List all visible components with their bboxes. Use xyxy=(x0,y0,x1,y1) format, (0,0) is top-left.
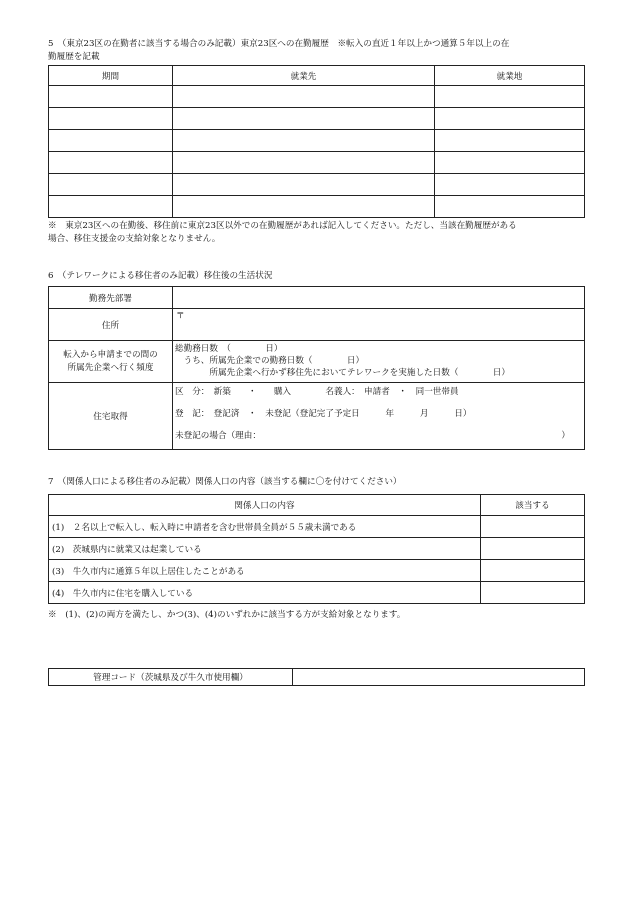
table-row xyxy=(49,196,585,218)
employer-cell[interactable] xyxy=(173,108,435,130)
unregistered-reason: 未登記の場合（理由： xyxy=(175,431,261,441)
employer-label: 勤務先部署 xyxy=(49,287,173,309)
column-header-period: 期間 xyxy=(49,66,173,86)
address-row xyxy=(49,309,585,341)
relation-item-2: (2) 茨城県内に就業又は起業している xyxy=(49,538,481,560)
housing-field[interactable] xyxy=(173,383,585,450)
table-row xyxy=(49,108,585,130)
address-label: 住所 xyxy=(49,309,173,341)
employer-cell[interactable] xyxy=(173,130,435,152)
period-cell[interactable] xyxy=(49,108,173,130)
employer-cell[interactable] xyxy=(173,152,435,174)
employer-field[interactable] xyxy=(173,287,585,309)
employer-row xyxy=(49,287,585,309)
work-history-header-row xyxy=(49,66,585,86)
location-cell[interactable] xyxy=(435,196,585,218)
period-cell[interactable] xyxy=(49,86,173,108)
relation-item-4: (4) 牛久市内に住宅を購入している xyxy=(49,582,481,604)
section5-heading-line2: 勤履歴を記載 xyxy=(48,52,100,62)
housing-registration: 登 記： 登記済 ・ 未登記（登記完了予定日 年 月 日） xyxy=(175,409,472,419)
period-cell[interactable] xyxy=(49,152,173,174)
applicable-check-2[interactable] xyxy=(481,538,585,560)
table-row xyxy=(49,516,585,538)
frequency-label-line1: 転入から申請までの間の xyxy=(63,349,158,360)
table-row xyxy=(49,560,585,582)
location-cell[interactable] xyxy=(435,86,585,108)
management-row xyxy=(49,669,585,686)
housing-row xyxy=(49,383,585,450)
section5-heading-line1: 5 （東京23区の在勤者に該当する場合のみ記載）東京23区への在勤履歴 ※転入の直近１年以上かつ通算５年以上の在 xyxy=(48,39,510,49)
management-code-field[interactable] xyxy=(293,669,585,686)
table-row xyxy=(49,152,585,174)
period-cell[interactable] xyxy=(49,130,173,152)
period-cell[interactable] xyxy=(49,174,173,196)
table-row xyxy=(49,130,585,152)
section5-note-line1: ※ 東京23区への在勤後、移住前に東京23区以外での在勤履歴があれば記入してください。ただし、当該在勤履歴がある xyxy=(48,221,517,231)
column-header-employer: 就業先 xyxy=(173,66,435,86)
relation-item-1: (1) ２名以上で転入し、転入時に申請者を含む世帯員全員が５５歳未満である xyxy=(49,516,481,538)
column-header-location: 就業地 xyxy=(435,66,585,86)
applicable-check-4[interactable] xyxy=(481,582,585,604)
employer-cell[interactable] xyxy=(173,196,435,218)
office-work-days: うち、所属先企業での勤務日数（ 日） xyxy=(175,356,365,366)
housing-label: 住宅取得 xyxy=(49,383,173,450)
management-code-label: 管理コード（茨城県及び牛久市使用欄） xyxy=(49,669,293,686)
work-history-table xyxy=(48,65,585,218)
relation-item-3: (3) 牛久市内に通算５年以上居住したことがある xyxy=(49,560,481,582)
location-cell[interactable] xyxy=(435,174,585,196)
location-cell[interactable] xyxy=(435,130,585,152)
column-header-content: 関係人口の内容 xyxy=(49,495,481,516)
relation-population-table xyxy=(48,494,585,604)
telework-days: 所属先企業へ行かず移住先においてテレワークを実施した日数（ 日） xyxy=(175,368,510,378)
period-cell[interactable] xyxy=(49,196,173,218)
frequency-label-line2: 所属先企業へ行く頻度 xyxy=(67,362,154,373)
section7-heading: 7 （関係人口による移住者のみ記載）関係人口の内容（該当する欄に〇を付けてください） xyxy=(48,477,402,487)
employer-cell[interactable] xyxy=(173,174,435,196)
postal-mark: 〒 xyxy=(176,311,185,321)
table-row xyxy=(49,582,585,604)
section5-note-line2: 場合、移住支援金の支給対象となりません。 xyxy=(48,234,221,244)
management-code-table xyxy=(48,668,585,686)
section7-note: ※ (1)、(2)の両方を満たし、かつ(3)、(4)のいずれかに該当する方が支給対象となります。 xyxy=(48,610,406,620)
location-cell[interactable] xyxy=(435,108,585,130)
living-situation-table xyxy=(48,286,585,450)
housing-category: 区 分： 新築 ・ 購入 名義人： 申請者 ・ 同一世帯員 xyxy=(175,387,459,397)
employer-cell[interactable] xyxy=(173,86,435,108)
frequency-label xyxy=(49,341,173,383)
table-row xyxy=(49,538,585,560)
address-field[interactable] xyxy=(173,309,585,341)
total-work-days: 総勤務日数 （ 日） xyxy=(175,344,283,354)
applicable-check-1[interactable] xyxy=(481,516,585,538)
frequency-field[interactable] xyxy=(173,341,585,383)
section6-heading: 6 （テレワークによる移住者のみ記載）移住後の生活状況 xyxy=(48,271,273,281)
table-row xyxy=(49,86,585,108)
applicable-check-3[interactable] xyxy=(481,560,585,582)
frequency-row xyxy=(49,341,585,383)
column-header-applicable: 該当する xyxy=(481,495,585,516)
relation-header-row xyxy=(49,495,585,516)
unregistered-reason-close: ） xyxy=(561,431,570,441)
location-cell[interactable] xyxy=(435,152,585,174)
table-row xyxy=(49,174,585,196)
